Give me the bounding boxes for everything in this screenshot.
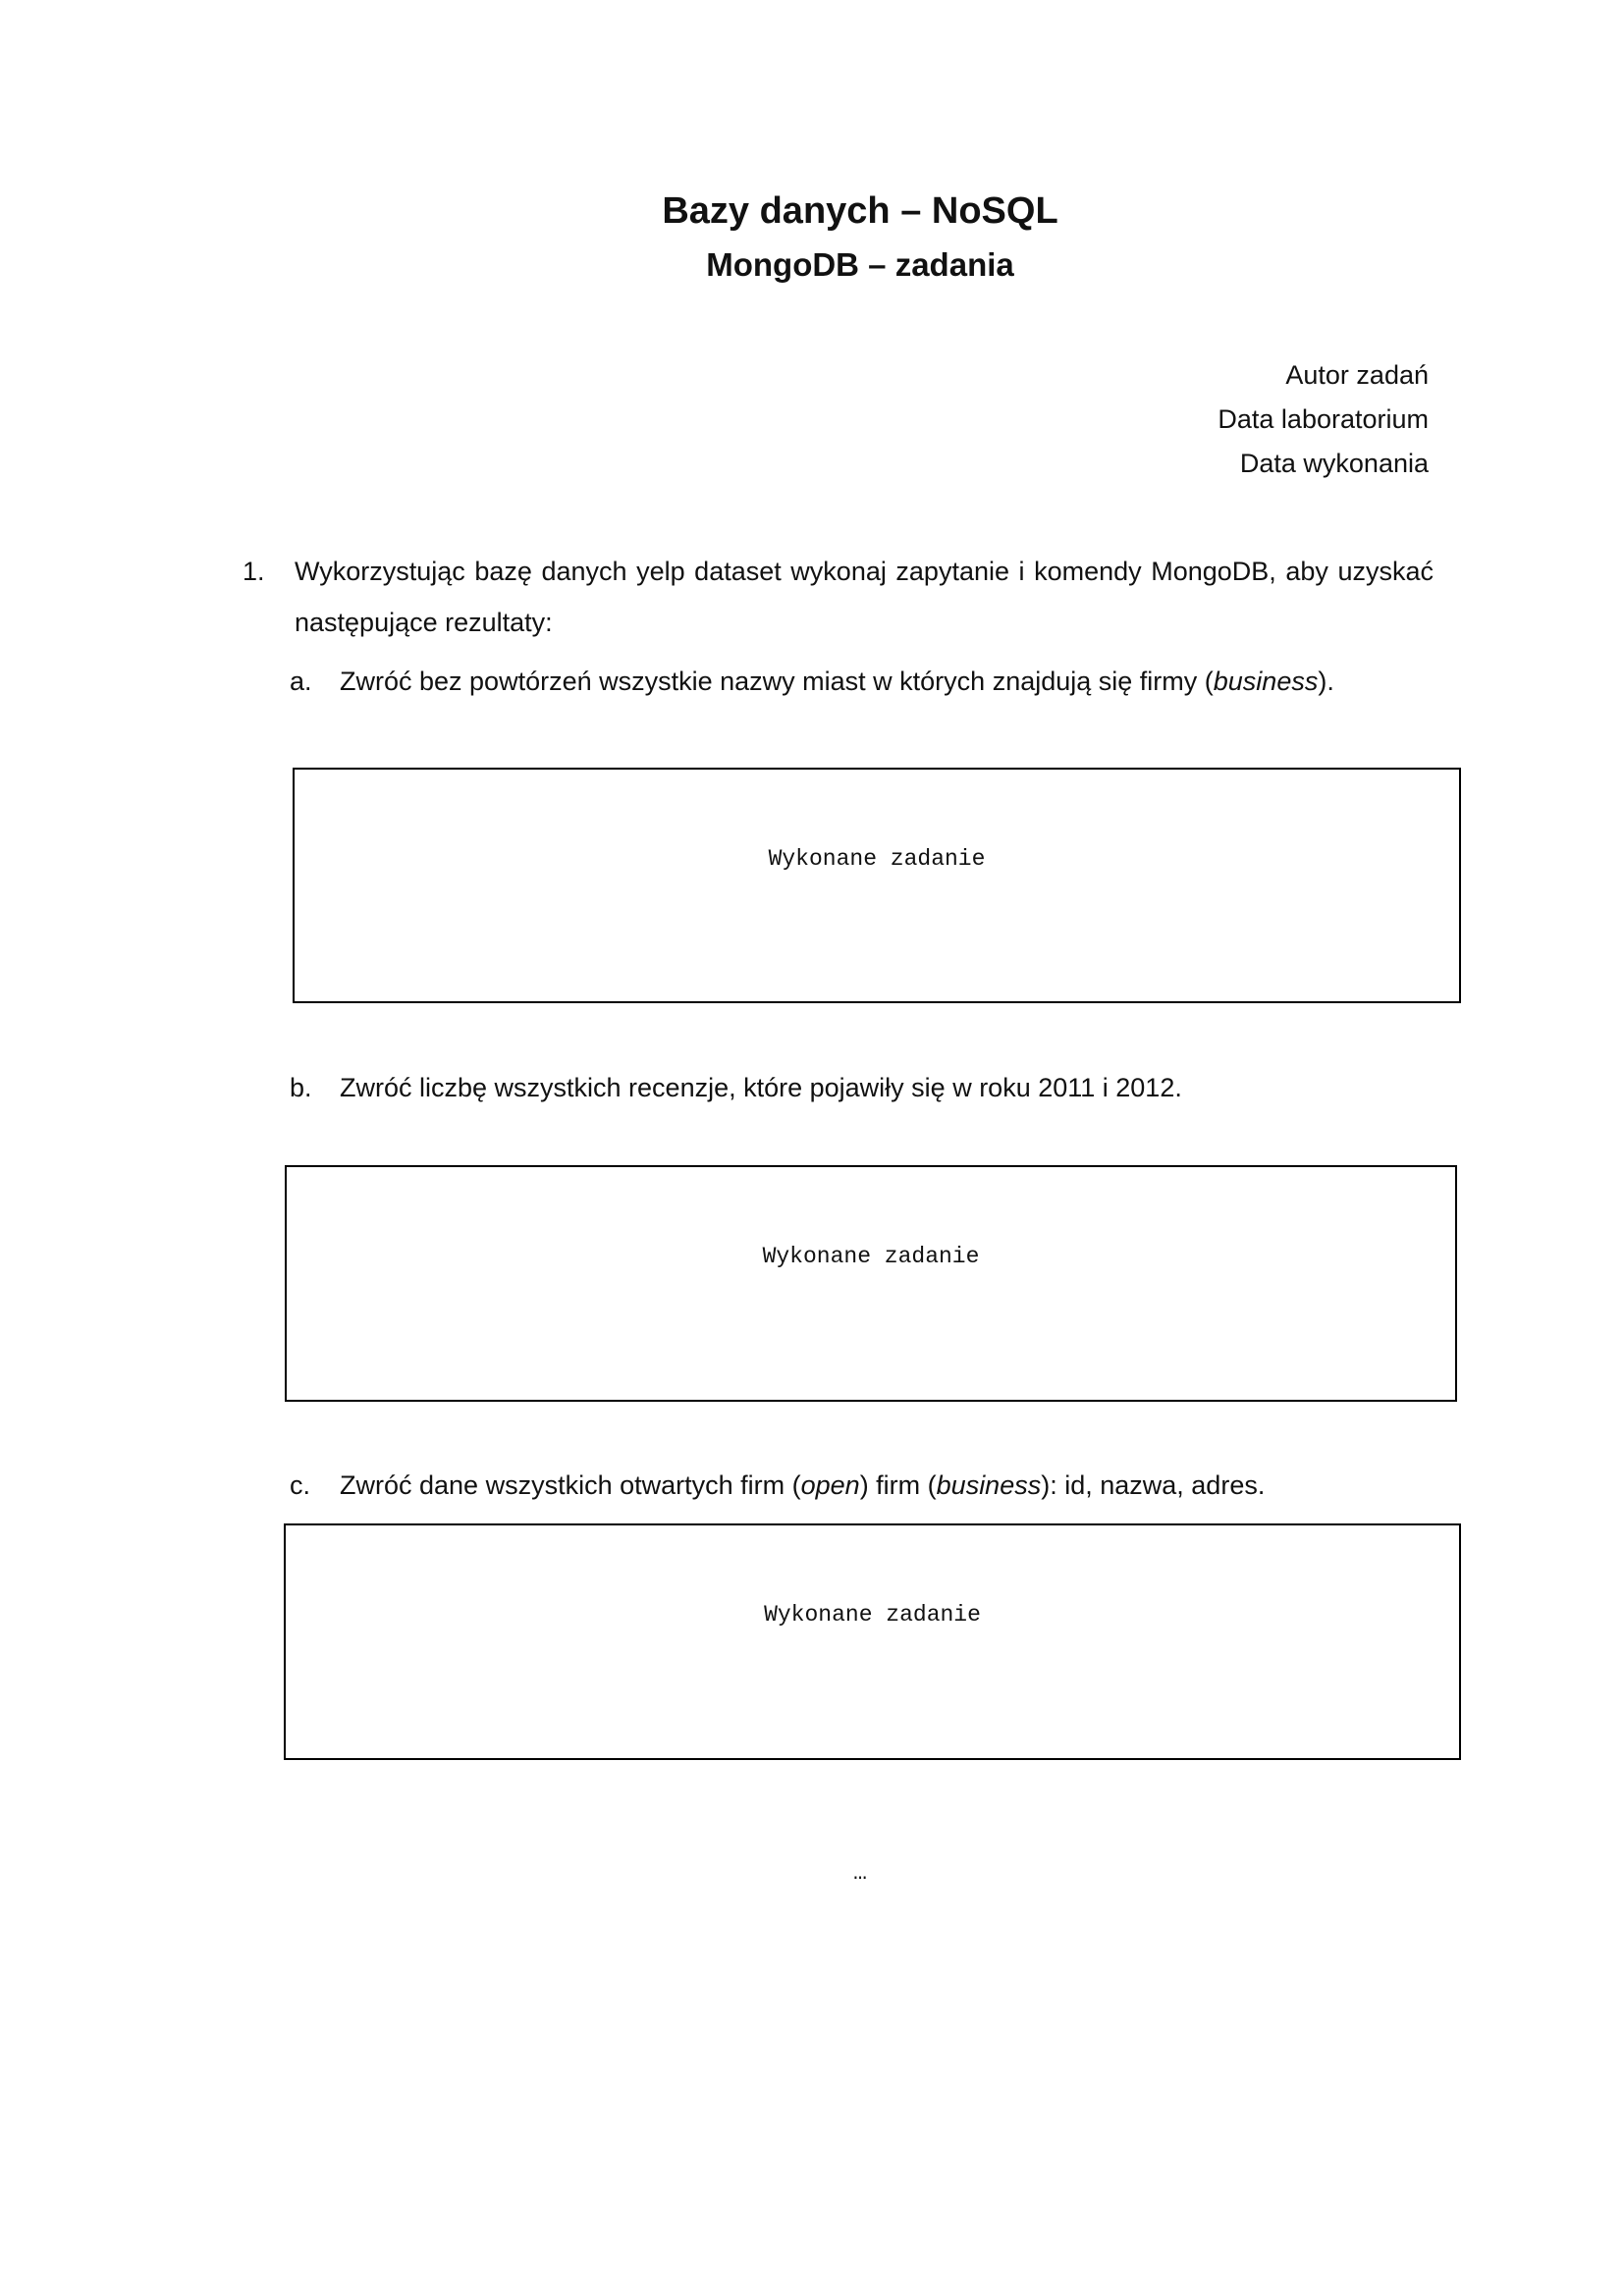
continuation-ellipsis: … [853,1860,867,1886]
task-1-text: Wykorzystując bazę danych yelp dataset wykonaj zapytanie i komendy MongoDB, aby uzyskać następujące rezultaty: [295,557,1434,637]
answer-box-a[interactable] [293,768,1461,1003]
task-1 [243,546,1434,648]
task-1a-marker: a. [290,667,312,696]
task-1a [290,656,1434,707]
meta-line-lab-date: Data laboratorium [1218,404,1429,434]
task-1b-text: Zwróć liczbę wszystkich recenzje, które pojawiły się w roku 2011 i 2012. [340,1073,1182,1102]
answer-box-c-label: Wykonane zadanie [764,1602,981,1628]
task-1a-text: Zwróć bez powtórzeń wszystkie nazwy miast w których znajdują się firmy (business). [340,667,1334,696]
meta-line-completion-date: Data wykonania [1239,449,1429,478]
task-1b [290,1062,1434,1113]
task-1b-marker: b. [290,1073,312,1102]
task-1c [290,1460,1434,1511]
meta-line-author: Autor zadań [1285,360,1429,390]
task-1c-marker: c. [290,1470,311,1500]
document-subtitle: MongoDB – zadania [706,246,1014,283]
answer-box-a-label: Wykonane zadanie [768,846,986,872]
document-title: Bazy danych – NoSQL [662,190,1058,232]
answer-box-b[interactable] [285,1165,1457,1402]
task-1c-text: Zwróć dane wszystkich otwartych firm (open) firm (business): id, nazwa, adres. [340,1470,1266,1500]
answer-box-b-label: Wykonane zadanie [762,1244,980,1269]
meta-block [1218,353,1429,486]
answer-box-c[interactable] [284,1523,1461,1760]
task-1-number: 1. [243,557,265,586]
